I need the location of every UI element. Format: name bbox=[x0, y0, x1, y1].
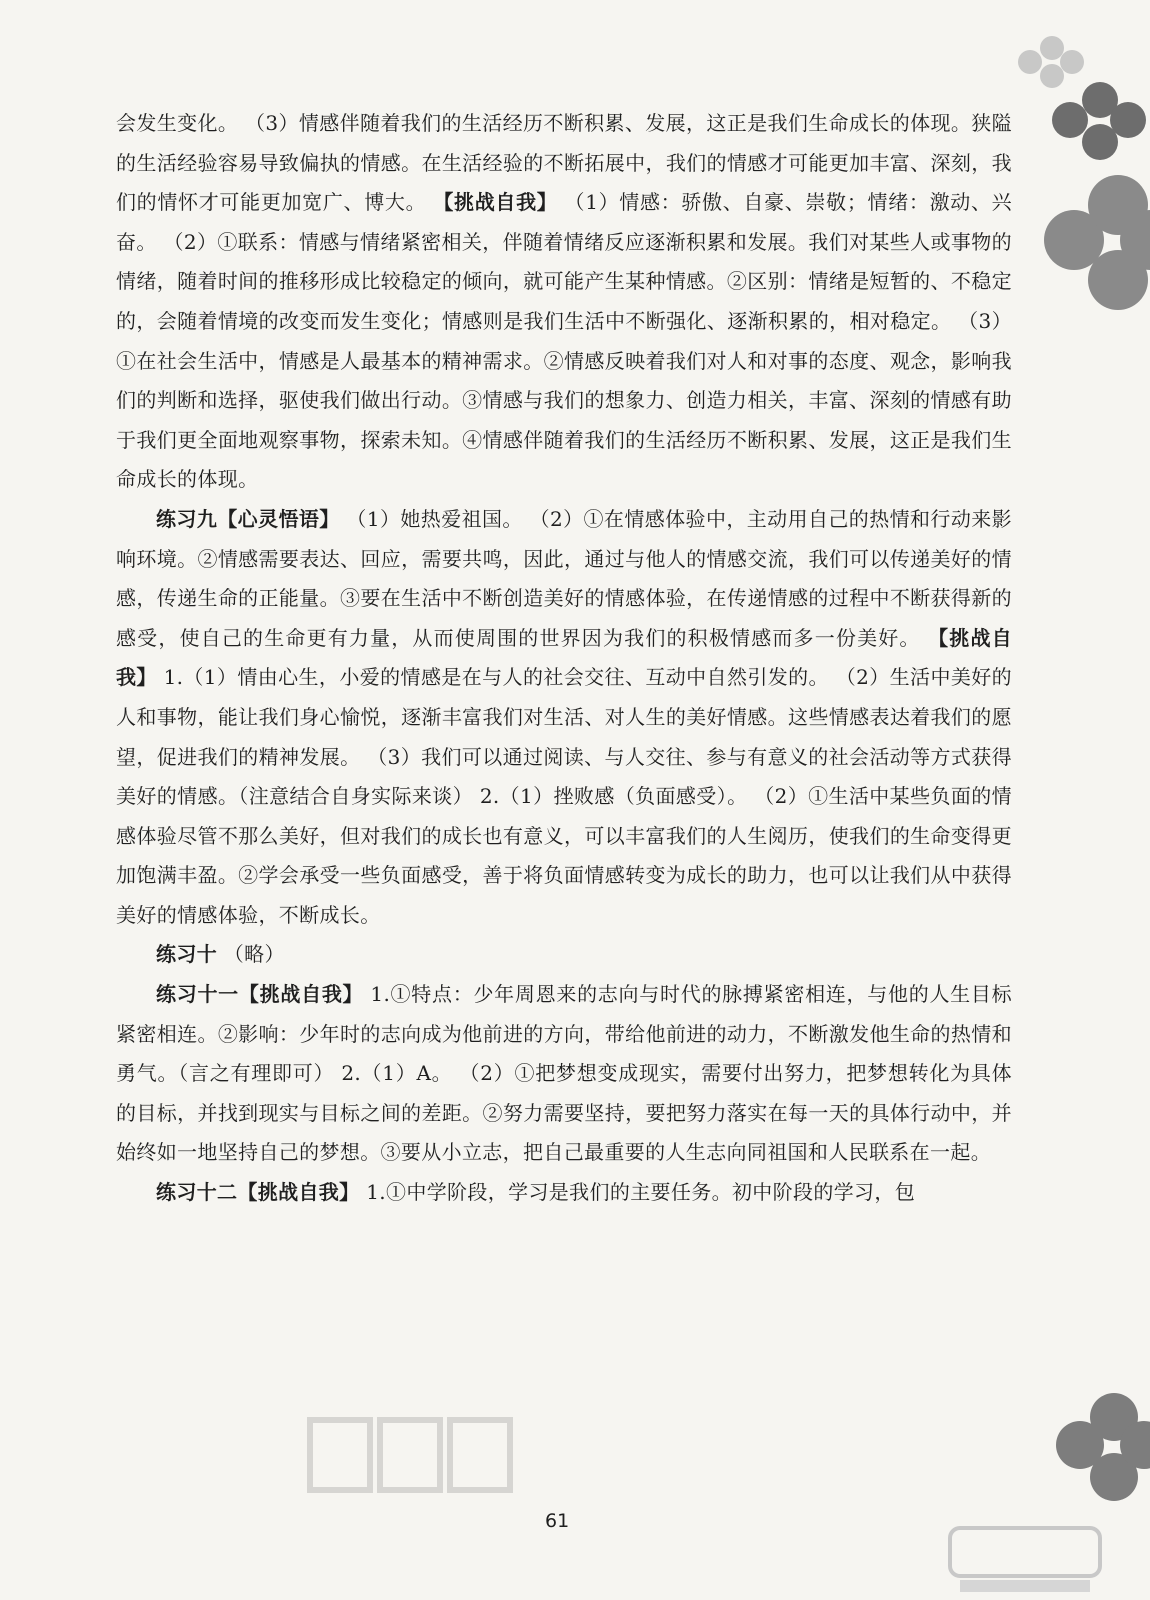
section-heading: 练习九【心灵悟语】 bbox=[156, 506, 340, 531]
paragraph-text: （略） bbox=[217, 942, 285, 967]
section-heading: 【挑战自我】 bbox=[116, 625, 1012, 690]
section-heading: 练习十一【挑战自我】 bbox=[156, 982, 364, 1007]
page-number: 61 bbox=[545, 1510, 570, 1532]
section-heading: 练习十二【挑战自我】 bbox=[156, 1180, 360, 1205]
paragraph bbox=[116, 104, 1012, 500]
clover-decoration-bottom-icon bbox=[1040, 1385, 1150, 1525]
paragraph bbox=[116, 975, 1012, 1173]
paragraph-text: （1）情感：骄傲、自豪、崇敬；情绪：激动、兴奋。 （2）①联系：情感与情绪紧密相关，伴随着情绪反应逐渐积累和发展。我们对某些人或事物的情绪，随着时间的推移形成比较稳定的倾向，就可能产生某种情感。②区别：情绪是短暂的、不稳定的，会随着情境的改变而发生变化；情感则是我们生活中不断强化、逐渐积累的，相对稳定。 （3）①在社会生活中，情感是人最基本的精神需求。②情感反映着我们对人和对事的态度、观念，影响我们的判断和选择，驱使我们做出行动。③情感与我们的想象力、创造力相关，丰富、深刻的情感有助于我们更全面地观察事物，探索未知。④情感伴随着我们的生活经历不断积累、发展，这正是我们生命成长的体现。 bbox=[116, 190, 1012, 492]
paragraph-text: 会发生变化。 （3）情感伴随着我们的生活经历不断积累、发展，这正是我们生命成长的体现。狭隘的生活经验容易导致偏执的情感。在生活经验的不断拓展中，我们的情感才可能更加丰富、深刻，我们的情怀才可能更加宽广、博大。 bbox=[116, 111, 1012, 215]
paragraph-text: （1）她热爱祖国。 （2）①在情感体验中，主动用自己的热情和行动来影响环境。②情感需要表达、回应，需要共鸣，因此，通过与他人的情感交流，我们可以传递美好的情感，传递生命的正能量。③要在生活中不断创造美好的情感体验，在传递情感的过程中不断获得新的感受，使自己的生命更有力量，从而使周围的世界因为我们的积极情感而多一份美好。 bbox=[116, 506, 1013, 650]
paragraph-text: 1.（1）情由心生，小爱的情感是在与人的社会交往、互动中自然引发的。 （2）生活中美好的人和事物，能让我们身心愉悦，逐渐丰富我们对生活、对人生的美好情感。这些情感表达着我们的愿望，促进我们的精神发展。 （3）我们可以通过阅读、与人交往、参与有意义的社会活动等方式获得美好的情感。（注意结合自身实际来谈） 2.（1）挫败感（负面感受）。 （2）①生活中某些负面的情感体验尽管不那么美好，但对我们的成长也有意义，可以丰富我们的人生阅历，使我们的生命变得更加饱满丰盈。②学会承受一些负面感受，善于将负面情感转变为成长的助力，也可以让我们从中获得美好的情感体验，不断成长。 bbox=[116, 665, 1013, 927]
section-heading: 【挑战自我】 bbox=[433, 190, 558, 215]
site-logo-icon bbox=[940, 1520, 1120, 1600]
paragraph-text: 1.①中学阶段，学习是我们的主要任务。初中阶段的学习，包 bbox=[359, 1180, 916, 1205]
answer-text-block bbox=[116, 104, 1012, 1213]
section-heading: 练习十 bbox=[156, 942, 218, 967]
watermark-logo-icon bbox=[300, 1400, 560, 1527]
paragraph bbox=[116, 935, 1012, 975]
paragraph bbox=[116, 500, 1012, 936]
paragraph bbox=[116, 1173, 1012, 1213]
clover-decoration-icon bbox=[1000, 0, 1150, 400]
paragraph-text: 1.①特点：少年周恩来的志向与时代的脉搏紧密相连，与他的人生目标紧密相连。②影响：少年时的志向成为他前进的方向，带给他前进的动力，不断激发他生命的热情和勇气。（言之有理即可） 2.（1）A。 （2）①把梦想变成现实，需要付出努力，把梦想转化为具体的目标，并找到现实与目标之间的差距。②努力需要坚持，要把努力落实在每一天的具体行动中，并始终如一地坚持自己的梦想。③要从小立志，把自己最重要的人生志向同祖国和人民联系在一起。 bbox=[116, 982, 1012, 1165]
